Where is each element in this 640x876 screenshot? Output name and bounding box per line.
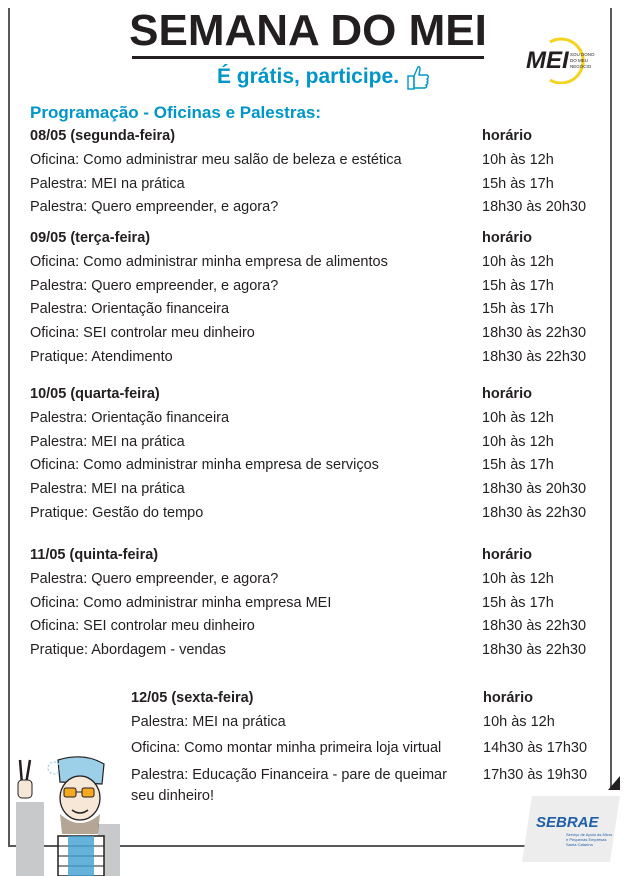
event-activity: Palestra: Quero empreender, e agora? <box>30 199 279 216</box>
mei-logo-tagline-3: NEGÓCIO <box>570 64 592 69</box>
event-time: 10h às 12h <box>482 151 554 168</box>
event-time: 10h às 12h <box>482 409 554 426</box>
day-block-0905 <box>30 227 600 370</box>
day-header <box>30 227 600 251</box>
event-row <box>30 149 600 173</box>
event-time: 18h30 às 22h30 <box>482 618 587 635</box>
event-row <box>30 592 600 616</box>
event-time: 15h às 17h <box>482 301 554 318</box>
day-date: 11/05 (quinta-feira) <box>30 547 159 563</box>
event-time: 18h30 às 20h30 <box>482 199 587 216</box>
event-activity: Palestra: Orientação financeira <box>30 301 230 318</box>
event-row <box>30 173 600 197</box>
sebrae-logo <box>520 794 620 862</box>
mei-logo-mark: MEI <box>526 47 569 74</box>
event-time: 18h30 às 22h30 <box>482 348 587 365</box>
event-time: 15h às 17h <box>482 277 554 294</box>
event-row <box>30 346 600 370</box>
event-row <box>30 196 600 220</box>
time-header: horário <box>482 128 532 144</box>
sebrae-logo-tagline: Serviço de Apoio às Micro e Pequenas Empresas Santa Catarina <box>566 832 613 847</box>
event-time: 18h30 às 20h30 <box>482 481 587 498</box>
event-activity: Pratique: Gestão do tempo <box>30 504 204 521</box>
day-header <box>131 687 601 711</box>
event-activity: Palestra: MEI na prática <box>131 713 286 730</box>
event-row <box>30 639 600 663</box>
day-header <box>30 125 600 149</box>
event-time: 10h às 12h <box>482 253 554 270</box>
event-time: 10h às 12h <box>482 570 554 587</box>
event-row <box>30 251 600 275</box>
day-date: 08/05 (segunda-feira) <box>30 128 176 144</box>
event-time: 10h às 12h <box>483 713 555 730</box>
day-block-1105 <box>30 544 600 663</box>
mei-logo <box>520 36 602 84</box>
event-row <box>30 454 600 478</box>
mei-logo-tagline-2: DO MEU <box>570 58 588 63</box>
event-time: 18h30 às 22h30 <box>482 504 587 521</box>
day-header <box>30 544 600 568</box>
event-row <box>30 478 600 502</box>
event-row <box>30 568 600 592</box>
event-activity: Palestra: MEI na prática <box>30 175 185 192</box>
event-activity: Oficina: SEI controlar meu dinheiro <box>30 325 255 342</box>
event-row <box>131 711 601 735</box>
day-block-1205 <box>131 687 601 811</box>
time-header: horário <box>482 386 532 402</box>
event-row <box>30 298 600 322</box>
event-activity: Palestra: MEI na prática <box>30 481 185 498</box>
event-row <box>131 735 601 762</box>
event-time: 18h30 às 22h30 <box>482 642 587 659</box>
event-time: 14h30 às 17h30 <box>483 739 588 756</box>
event-row <box>30 615 600 639</box>
event-row <box>30 322 600 346</box>
time-header: horário <box>482 230 532 246</box>
event-activity: Palestra: MEI na prática <box>30 433 185 450</box>
page-title: SEMANA DO MEI <box>129 6 487 55</box>
event-activity: Oficina: Como administrar minha empresa de alimentos <box>30 253 388 270</box>
event-time: 15h às 17h <box>482 175 554 192</box>
event-activity: Palestra: Educação Financeira - pare de queimar seu dinheiro! <box>131 766 447 804</box>
event-row <box>30 502 600 526</box>
day-block-0805 <box>30 125 600 220</box>
sebrae-logo-wordmark: SEBRAE <box>536 814 599 831</box>
page-border-right <box>610 8 612 790</box>
section-title: Programação - Oficinas e Palestras: <box>30 103 322 122</box>
event-time: 17h30 às 19h30 <box>483 766 588 783</box>
event-activity: Oficina: Como montar minha primeira loja virtual <box>131 739 442 756</box>
event-activity: Pratique: Abordagem - vendas <box>30 642 226 659</box>
event-activity: Oficina: SEI controlar meu dinheiro <box>30 618 255 635</box>
time-header: horário <box>482 547 532 563</box>
title-underline <box>132 56 484 59</box>
day-date: 12/05 (sexta-feira) <box>131 690 254 706</box>
thumbs-up-icon <box>405 64 431 92</box>
event-time: 18h30 às 22h30 <box>482 325 587 342</box>
event-activity: Palestra: Quero empreender, e agora? <box>30 570 279 587</box>
subtitle-text: É grátis, participe. <box>216 65 400 88</box>
time-header: horário <box>483 690 533 706</box>
mascot-illustration <box>12 754 124 876</box>
event-activity: Oficina: Como administrar minha empresa de serviços <box>30 457 379 474</box>
event-row <box>30 275 600 299</box>
event-activity: Palestra: Quero empreender, e agora? <box>30 277 279 294</box>
event-row <box>30 407 600 431</box>
event-activity: Palestra: Orientação financeira <box>30 409 230 426</box>
page-border-left <box>8 8 10 846</box>
mei-logo-tagline-1: SOU DONO <box>570 52 595 57</box>
event-activity: Oficina: Como administrar minha empresa MEI <box>30 594 332 611</box>
event-activity: Pratique: Atendimento <box>30 348 173 365</box>
event-activity: Oficina: Como administrar meu salão de beleza e estética <box>30 151 402 168</box>
day-header <box>30 383 600 407</box>
day-date: 10/05 (quarta-feira) <box>30 386 160 402</box>
day-date: 09/05 (terça-feira) <box>30 230 151 246</box>
event-row <box>30 431 600 455</box>
day-block-1005 <box>30 383 600 526</box>
event-time: 10h às 12h <box>482 433 554 450</box>
event-time: 15h às 17h <box>482 594 554 611</box>
corner-triangle <box>608 776 620 790</box>
event-time: 15h às 17h <box>482 457 554 474</box>
